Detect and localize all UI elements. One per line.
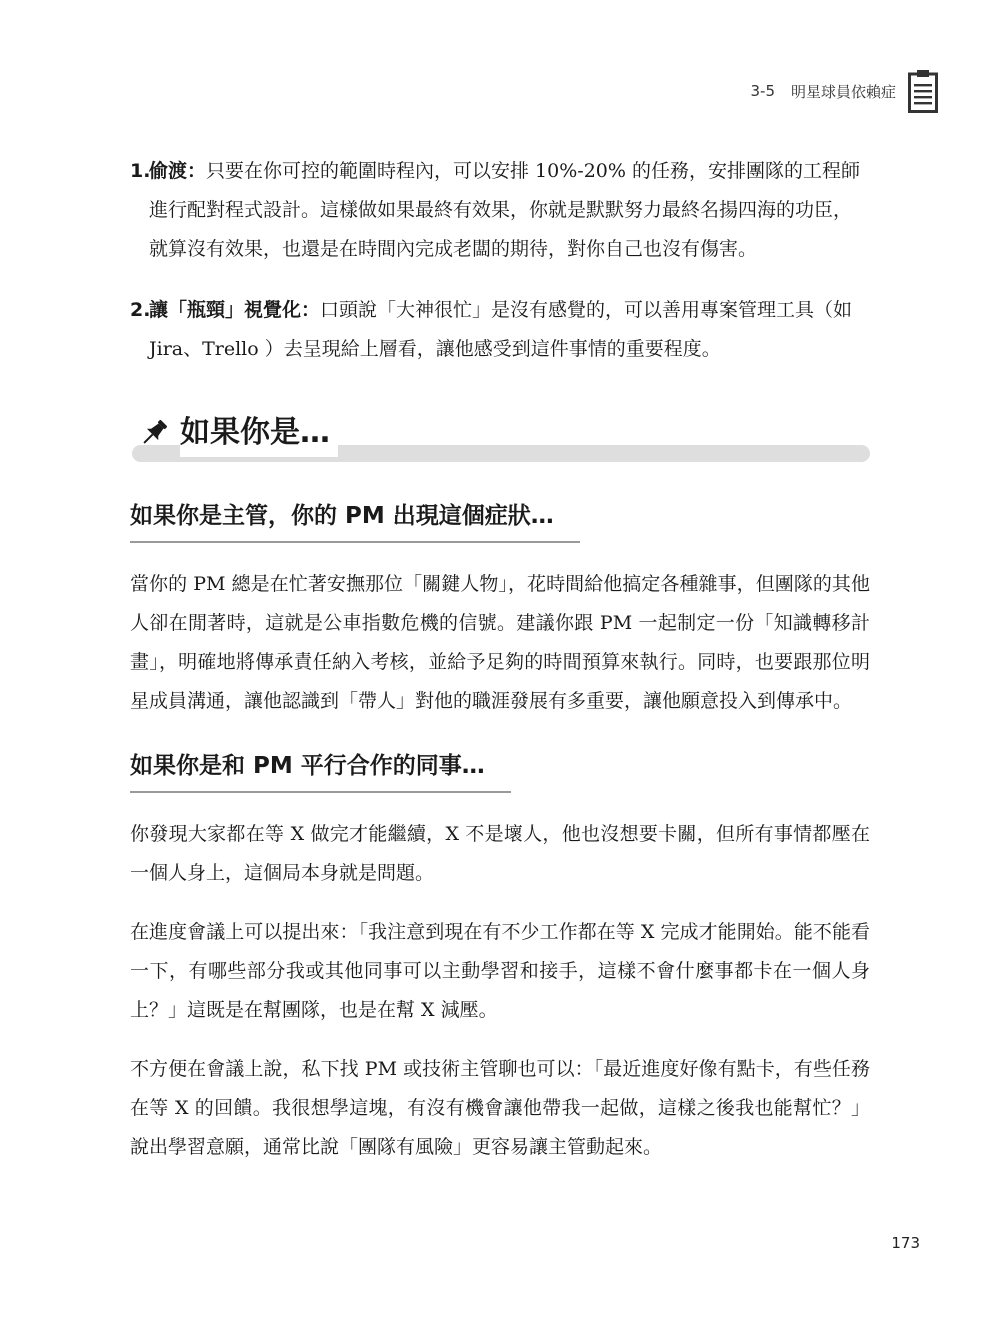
list-number: 2. bbox=[130, 299, 151, 321]
list-text: 口頭說「大神很忙」是沒有感覺的，可以善用專案管理工具（如 Jira、Trello ）去呈現給上層看，讓他感受到這件事情的重要程度。 bbox=[149, 299, 853, 360]
colleague-paragraph-2: 在進度會議上可以提出來：「我注意到現在有不少工作都在等 X 完成才能開始。能不能看一下，有哪些部分我或其他同事可以主動學習和接手，這樣不會什麼事都卡在一個人身上？」這既是在幫團隊，也是在幫 X 減壓。 bbox=[130, 921, 870, 1021]
chapter-title: 明星球員依賴症 bbox=[790, 82, 896, 101]
pushpin-icon bbox=[138, 417, 170, 449]
list-number: 1. bbox=[130, 160, 151, 182]
manager-paragraph: 當你的 PM 總是在忙著安撫那位「關鍵人物」，花時間給他搞定各種雜事，但團隊的其他人卻在閒著時，這就是公車指數危機的信號。建議你跟 PM 一起制定一份「知識轉移計畫」，明確地將傳承責任納入考核，並給予足夠的時間預算來執行。同時，也要跟那位明星成員溝通，讓他認識到「帶人」對他的職涯發展有多重要，讓他願意投入到傳承中。 bbox=[130, 573, 870, 712]
list-text: 只要在你可控的範圍時程內，可以安排 10%-20% 的任務，安排團隊的工程師進行配對程式設計。這樣做如果最終有效果，你就是默默努力最終名揚四海的功臣，就算沒有效果，也還是在時間內完成老闆的期待，對你自己也沒有傷害。 bbox=[149, 160, 860, 260]
colleague-paragraph-1: 你發現大家都在等 X 做完才能繼續，X 不是壞人，他也沒想要卡關，但所有事情都壓在一個人身上，這個局本身就是問題。 bbox=[130, 823, 870, 884]
list-item-1 bbox=[130, 152, 870, 269]
list-item-2 bbox=[130, 291, 870, 369]
list-term: 偷渡： bbox=[149, 160, 207, 182]
section-title: 如果你是… bbox=[180, 409, 338, 457]
manager-heading: 如果你是主管，你的 PM 出現這個症狀… bbox=[130, 499, 580, 543]
clipboard-icon bbox=[908, 69, 938, 113]
running-header bbox=[750, 68, 938, 114]
section-banner bbox=[130, 409, 870, 479]
page-content bbox=[130, 152, 870, 1187]
colleague-paragraph-3: 不方便在會議上說，私下找 PM 或技術主管聊也可以：「最近進度好像有點卡，有些任務在等 X 的回饋。我很想學這塊，有沒有機會讓他帶我一起做，這樣之後我也能幫忙？」說出學習意願，通常比說「團隊有風險」更容易讓主管動起來。 bbox=[130, 1058, 870, 1158]
chapter-number: 3-5 bbox=[750, 82, 775, 100]
list-term: 讓「瓶頸」視覺化： bbox=[149, 299, 321, 321]
page-number: 173 bbox=[891, 1234, 920, 1252]
colleague-heading: 如果你是和 PM 平行合作的同事… bbox=[130, 749, 511, 793]
